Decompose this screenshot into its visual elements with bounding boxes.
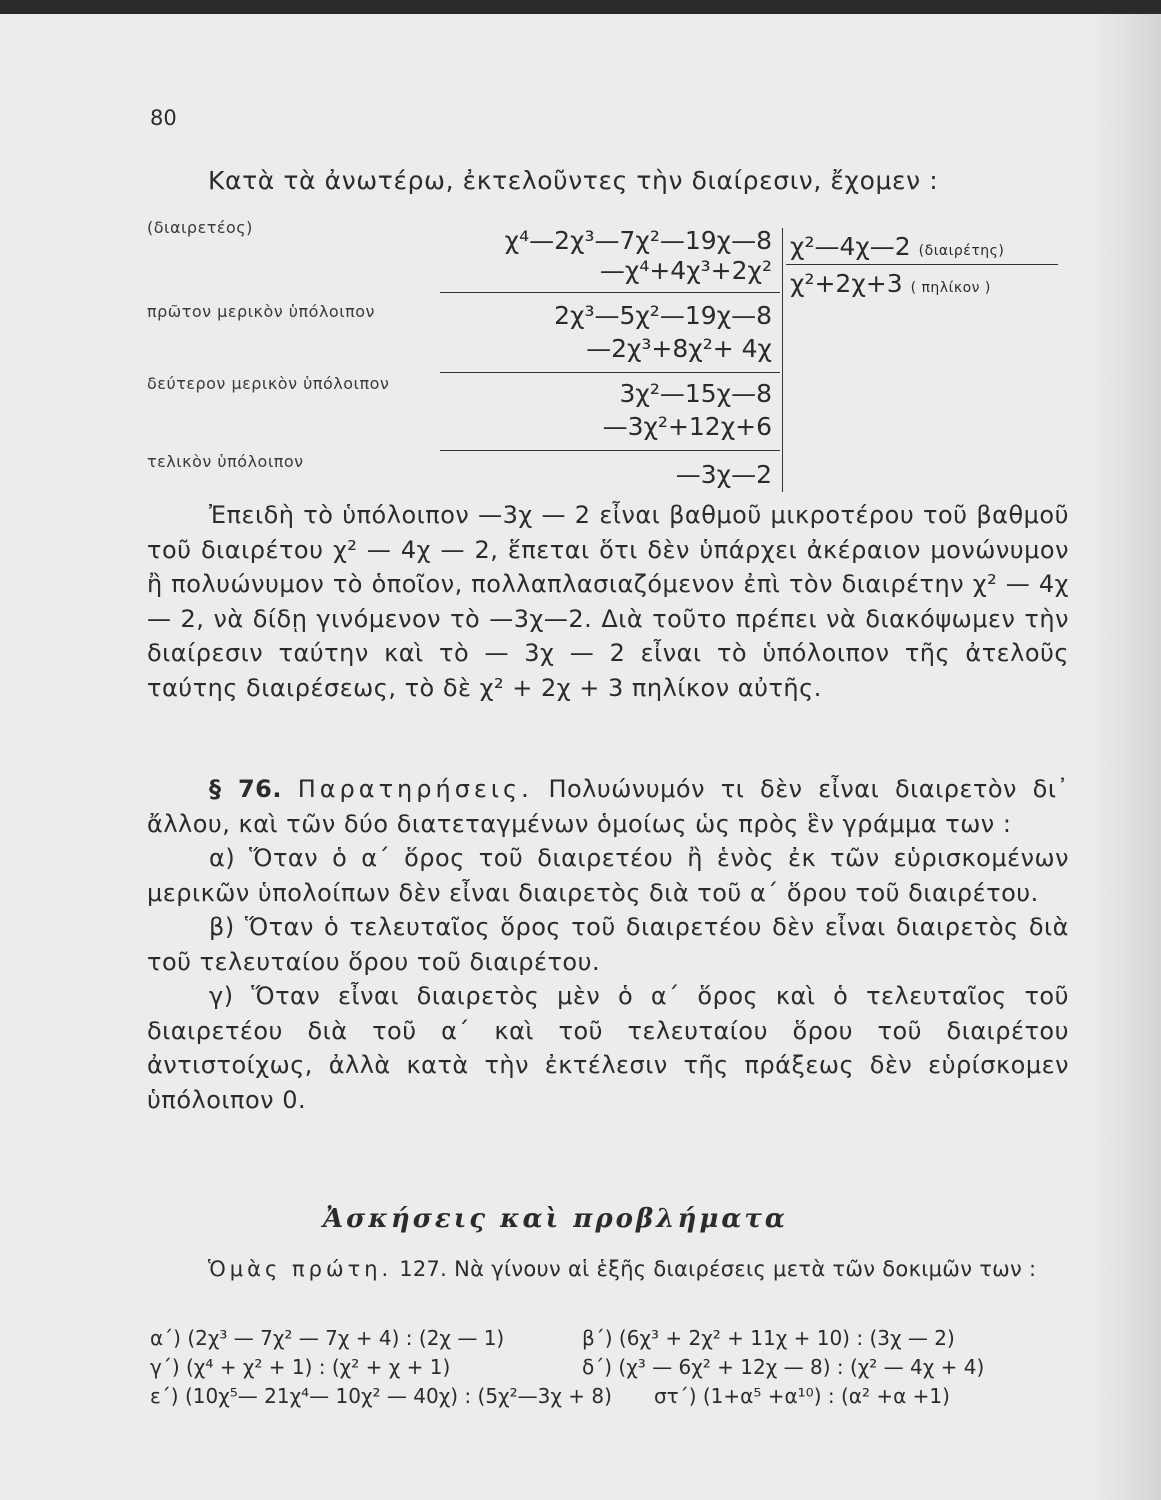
section-76-intro <box>147 772 1069 841</box>
division-line-7: —3χ—2 <box>675 460 772 489</box>
division-rule-1 <box>440 292 780 293</box>
exercise-a: α΄) (2χ³ — 7χ² — 7χ + 4) : (2χ — 1) <box>150 1326 505 1350</box>
division-rule-3 <box>440 450 780 451</box>
page-number: 80 <box>150 106 177 130</box>
division-rule-2 <box>440 372 780 373</box>
division-line-1: χ⁴—2χ³—7χ²—19χ—8 <box>504 226 772 255</box>
item-b: β) Ὅταν ὁ τελευταῖος ὅρος τοῦ διαιρετέου δὲν εἶναι διαιρετὸς διὰ τοῦ τελευταίου ὅρου τοῦ διαιρέτου. <box>147 913 1069 976</box>
divisor-label: (διαιρέτης) <box>918 243 1005 259</box>
divisor <box>790 232 1004 261</box>
item-a: α) Ὅταν ὁ α΄ ὅρος τοῦ διαιρετέου ἢ ἑνὸς ἐκ τῶν εὑρισκομένων μερικῶν ὑπολοίπων δὲν εἶναι διαιρετὸς διὰ τοῦ α΄ ὅρου τοῦ διαιρέτου. <box>147 844 1069 907</box>
section-76 <box>147 772 1069 1117</box>
division-line-4: —2χ³+8χ²+ 4χ <box>586 334 772 363</box>
exercise-127 <box>150 1254 1070 1284</box>
section-number: § 76. <box>209 775 282 803</box>
exercise-intro: 127. Νὰ γίνουν αἱ ἑξῆς διαιρέσεις μετὰ τῶν δοκιμῶν των : <box>399 1257 1037 1281</box>
exercises-heading: Ἀσκήσεις καὶ προβλήματα <box>323 1204 788 1234</box>
book-page <box>0 14 1161 1500</box>
quotient-expression: χ²+2χ+3 <box>790 269 903 298</box>
label-final-remainder: τελικὸν ὑπόλοιπον <box>147 452 304 471</box>
division-line-5: 3χ²—15χ—8 <box>619 379 772 408</box>
section-title: Παρατηρήσεις. <box>297 775 533 803</box>
divisor-rule <box>786 264 1058 265</box>
label-dividend: (διαιρετέος) <box>147 218 253 237</box>
item-c: γ) Ὅταν εἶναι διαιρετὸς μὲν ὁ α΄ ὅρος καὶ ὁ τελευταῖος τοῦ διαιρετέου διὰ τοῦ α΄ καὶ τοῦ τελευταίου ὅρου τοῦ διαιρέτου ἀντιστοίχως, ἀλλὰ κατὰ τὴν ἐκτέλεσιν τῆς πράξεως δὲν εὑρίσκομεν ὑπόλοιπον 0. <box>147 982 1069 1114</box>
paragraph-1-text: Ἐπειδὴ τὸ ὑπόλοιπον —3χ — 2 εἶναι βαθμοῦ μικροτέρου τοῦ βαθμοῦ τοῦ διαιρέτου χ² — 4χ — 2, ἕπεται ὅτι δὲν ὑπάρχει ἀκέραιον μονώνυμον ἢ πολυώνυμον τὸ ὁποῖον, πολλαπλασιαζόμενον ἐπὶ τὸν διαιρέτην χ² — 4χ — 2, νὰ δίδῃ γινόμενον τὸ —3χ—2. Διὰ τοῦτο πρέπει νὰ διακόψωμεν τὴν διαίρεσιν ταύτην καὶ τὸ — 3χ — 2 εἶναι τὸ ὑπόλοιπον τῆς ἀτελοῦς ταύτης διαιρέσεως, τὸ δὲ χ² + 2χ + 3 πηλίκον αὐτῆς. <box>147 501 1069 702</box>
division-line-6: —3χ²+12χ+6 <box>602 412 772 441</box>
label-second-remainder: δεύτερον μερικὸν ὑπόλοιπον <box>147 374 390 393</box>
section-text: Πολυώνυμόν τι δὲν εἶναι διαιρετὸν δι᾽ ἄλλου, καὶ τῶν δύο διατεταγμένων ὁμοίως ὡς πρὸς ἓν γράμμα των : <box>147 775 1069 838</box>
exercise-f: στ΄) (1+α⁵ +α¹⁰) : (α² +α +1) <box>654 1384 950 1408</box>
paragraph-explanation <box>147 498 1069 705</box>
division-line-2: —χ⁴+4χ³+2χ² <box>599 256 772 285</box>
division-line-3: 2χ³—5χ²—19χ—8 <box>554 301 772 330</box>
quotient-label: ( πηλίκον ) <box>910 280 991 296</box>
exercise-c: γ΄) (χ⁴ + χ² + 1) : (χ² + χ + 1) <box>150 1355 451 1379</box>
division-vertical-rule <box>782 228 783 492</box>
exercise-d: δ΄) (χ³ — 6χ² + 12χ — 8) : (χ² — 4χ + 4) <box>582 1355 985 1379</box>
label-first-remainder: πρῶτον μερικὸν ὑπόλοιπον <box>147 302 375 321</box>
quotient <box>790 269 991 298</box>
exercise-b: β΄) (6χ³ + 2χ² + 11χ + 10) : (3χ — 2) <box>582 1326 955 1350</box>
intro-line: Κατὰ τὰ ἀνωτέρω, ἐκτελοῦντες τὴν διαίρεσιν, ἔχομεν : <box>208 166 939 195</box>
exercise-e: ε΄) (10χ⁵— 21χ⁴— 10χ² — 40χ) : (5χ²—3χ + 8) <box>150 1384 612 1408</box>
group-label: Ὁμὰς πρώτη. <box>208 1257 393 1281</box>
divisor-expression: χ²—4χ—2 <box>790 232 911 261</box>
